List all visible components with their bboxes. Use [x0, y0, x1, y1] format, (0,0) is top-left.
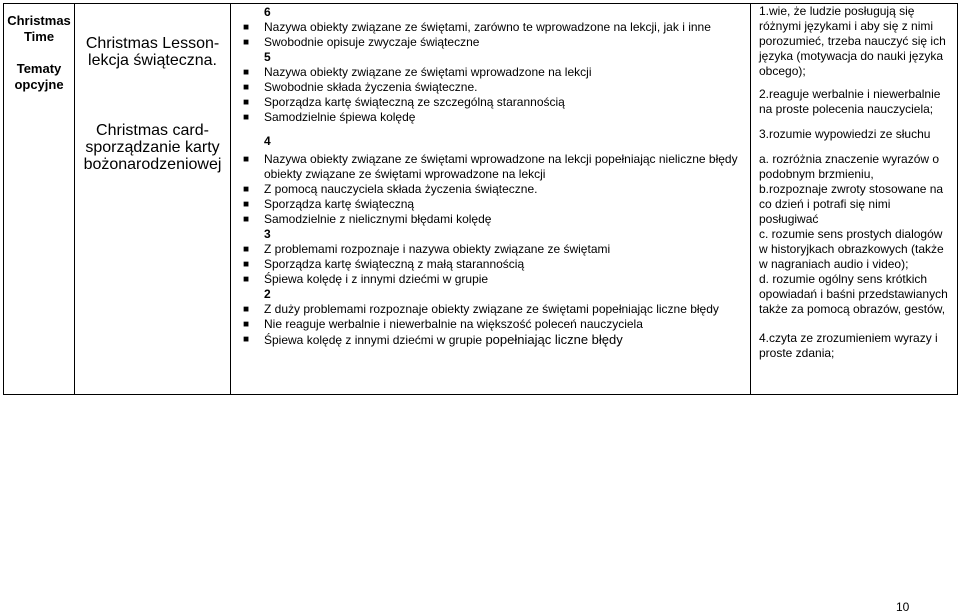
- square-bullet-icon: ■: [243, 259, 250, 270]
- list-item-continuation: obiekty związane ze świętami wprowadzone na lekcji: [264, 167, 546, 181]
- outcome-text: d. rozumie ogólny sens krótkich opowiadań i baśni przedstawianych także za pomocą obrazów, gestów,: [759, 272, 948, 316]
- square-bullet-icon: ■: [243, 319, 250, 330]
- square-bullet-icon: ■: [243, 199, 250, 210]
- list-item: ■ Samodzielnie śpiewa kolędę: [243, 110, 416, 124]
- outcome-text: c. rozumie sens prostych dialogów w historyjkach obrazkowych (także w nagraniach audio i video);: [759, 227, 944, 271]
- outcome-text: 1.wie, że ludzie posługują się różnymi językami i aby się z nimi porozumieć, trzeba nauczyć się ich języka (motywacja do nauki języka obcego);: [759, 4, 946, 78]
- list-item: ■ Nazywa obiekty związane ze świętami wprowadzone na lekcji: [243, 65, 592, 79]
- list-item: ■ Nie reaguje werbalnie i niewerbalnie na większość poleceń nauczyciela: [243, 317, 643, 331]
- list-item: ■ Z duży problemami rozpoznaje obiekty związane ze świętami popełniając liczne błędy: [243, 302, 719, 316]
- square-bullet-icon: ■: [243, 214, 250, 225]
- square-bullet-icon: ■: [243, 334, 250, 345]
- outcome-text: 2.reaguje werbalnie i niewerbalnie na proste polecenia nauczyciela;: [759, 87, 941, 116]
- square-bullet-icon: ■: [243, 304, 250, 315]
- grade-label: 3: [264, 227, 271, 241]
- square-bullet-icon: ■: [243, 82, 250, 93]
- square-bullet-icon: ■: [243, 244, 250, 255]
- outcome-text: 3.rozumie wypowiedzi ze słuchu: [759, 127, 931, 141]
- list-item: ■ Z problemami rozpoznaje i nazywa obiekty związane ze świętami: [243, 242, 611, 256]
- square-bullet-icon: ■: [243, 97, 250, 108]
- grade-label: 6: [264, 5, 271, 19]
- square-bullet-icon: ■: [243, 274, 250, 285]
- list-item: ■ Z pomocą nauczyciela składa życzenia świąteczne.: [243, 182, 538, 196]
- square-bullet-icon: ■: [243, 112, 250, 123]
- list-item: ■ Sporządza kartę świąteczną: [243, 197, 415, 211]
- grade-label: 4: [264, 134, 271, 148]
- square-bullet-icon: ■: [243, 184, 250, 195]
- square-bullet-icon: ■: [243, 67, 250, 78]
- outcome-text: b.rozpoznaje zwroty stosowane na co dzień i potrafi się nimi posługiwać: [759, 182, 944, 226]
- outcomes-cell: [751, 4, 958, 395]
- page-number: 10: [896, 600, 910, 614]
- optional-topics-label: Tematy opcyjne: [14, 61, 64, 92]
- grade-label: 5: [264, 50, 271, 64]
- list-item: ■ Swobodnie składa życzenia świąteczne.: [243, 80, 478, 94]
- list-item: ■ Sporządza kartę świąteczną ze szczególną starannością: [243, 95, 565, 109]
- list-item: ■ Nazywa obiekty związane ze świętami, zarówno te wprowadzone na lekcji, jak i inne: [243, 20, 711, 34]
- square-bullet-icon: ■: [243, 37, 250, 48]
- grades-cell: [231, 4, 751, 395]
- list-item: ■ Swobodnie opisuje zwyczaje świąteczne: [243, 35, 480, 49]
- list-item: ■ Śpiewa kolędę z innymi dziećmi w grupie popełniając liczne błędy: [243, 332, 623, 347]
- square-bullet-icon: ■: [243, 22, 250, 33]
- list-item: ■ Nazywa obiekty związane ze świętami wprowadzone na lekcji popełniając nieliczne błędy: [243, 152, 738, 166]
- outcome-text: 4.czyta ze zrozumieniem wyrazy i proste zdania;: [759, 331, 938, 360]
- list-item: ■ Samodzielnie z nielicznymi błędami kolędę: [243, 212, 492, 226]
- lesson-title: Christmas Lesson-lekcja świąteczna.: [85, 35, 220, 69]
- square-bullet-icon: ■: [243, 154, 250, 165]
- topic-cell: [4, 4, 75, 395]
- grade-label: 2: [264, 287, 271, 301]
- list-item: ■ Śpiewa kolędę i z innymi dziećmi w grupie: [243, 272, 489, 286]
- topic-title: Christmas Time: [7, 13, 71, 44]
- outcome-text: a. rozróżnia znaczenie wyrazów o podobnym brzmieniu,: [759, 152, 940, 181]
- curriculum-table: [3, 3, 958, 395]
- list-item: ■ Sporządza kartę świąteczną z małą starannością: [243, 257, 525, 271]
- lessons-cell: [75, 4, 231, 395]
- lesson-title: Christmas card-sporządzanie karty bożonarodzeniowej: [83, 122, 222, 173]
